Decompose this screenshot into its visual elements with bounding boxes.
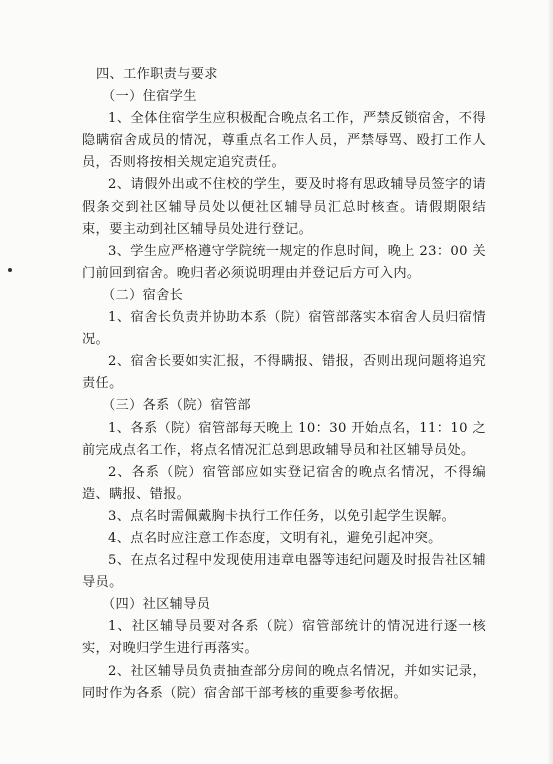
subsection-heading-community-counselor: （四）社区辅导员 [102, 597, 211, 613]
binding-hole-mark [8, 268, 12, 272]
subsection-heading-students: （一）住宿学生 [102, 89, 197, 105]
section-title: 四、工作职责与要求 [96, 67, 218, 82]
paragraph: 3、点名时需佩戴胸卡执行工作任务，以免引起学生误解。 [108, 508, 456, 524]
document-body [82, 64, 486, 705]
paragraph: 1、全体住宿学生应积极配合晚点名工作，严禁反锁宿舍，不得隐瞒宿舍成员的情况，尊重点名工作人员，严禁辱骂、殴打工作人员，否则将按相关规定追究责任。 [82, 111, 486, 171]
paragraph: 2、社区辅导员负责抽查部分房间的晚点名情况，并如实记录，同时作为各系（院）宿舍部干部考核的重要参考依据。 [82, 663, 486, 701]
paragraph: 2、各系（院）宿管部应如实登记宿舍的晚点名情况，不得编造、瞒报、错报。 [82, 464, 486, 502]
paragraph: 3、学生应严格遵守学院统一规定的作息时间，晚上 23：00 关门前回到宿舍。晚归者必须说明理由并登记后方可入内。 [82, 243, 486, 281]
paragraph: 2、宿舍长要如实汇报，不得瞒报、错报，否则出现问题将追究责任。 [82, 354, 486, 392]
subsection-heading-dorm-leader: （二）宿舍长 [102, 287, 184, 303]
paragraph: 1、宿舍长负责并协助本系（院）宿管部落实本宿舍人员归宿情况。 [82, 310, 486, 348]
paragraph: 1、社区辅导员要对各系（院）宿管部统计的情况进行逐一核实，对晚归学生进行再落实。 [82, 619, 486, 657]
paragraph: 4、点名时应注意工作态度，文明有礼，避免引起冲突。 [108, 530, 442, 546]
subsection-heading-dorm-department: （三）各系（院）宿管部 [102, 398, 251, 414]
paragraph: 1、各系（院）宿管部每天晚上 10：30 开始点名，11：10 之前完成点名工作，将点名情况汇总到思政辅导员和社区辅导员处。 [82, 420, 486, 458]
paragraph: 2、请假外出或不住校的学生，要及时将有思政辅导员签字的请假条交到社区辅导员处以便社区辅导员汇总时核查。请假期限结束，要主动到社区辅导员处进行登记。 [82, 177, 486, 237]
page-edge-shadow [547, 0, 553, 764]
paragraph: 5、在点名过程中发现使用违章电器等违纪问题及时报告社区辅导员。 [82, 553, 486, 591]
